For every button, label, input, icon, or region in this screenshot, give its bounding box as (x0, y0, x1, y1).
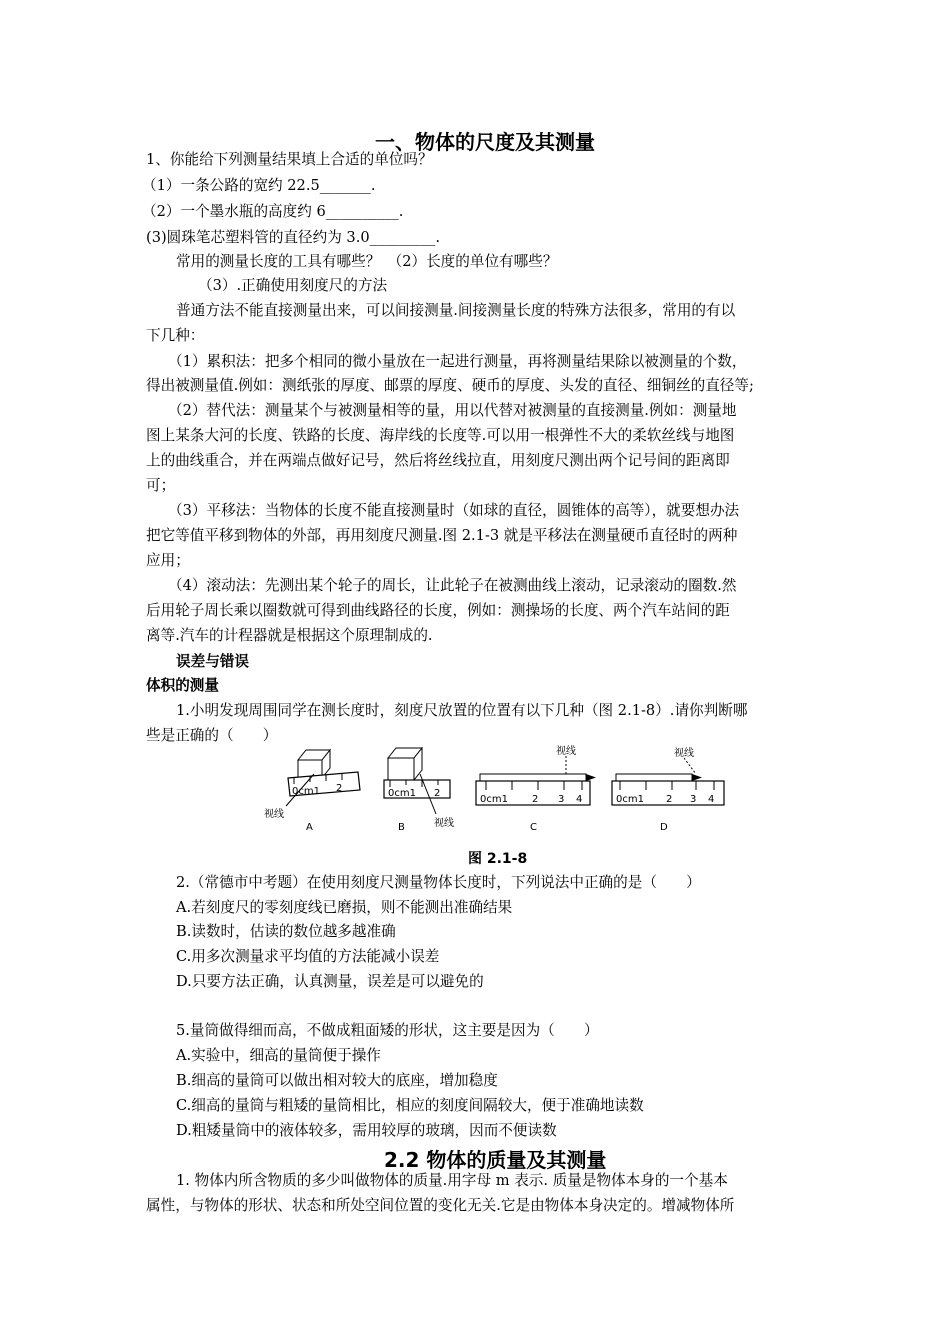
panel-d-tick-4: 4 (708, 794, 715, 805)
problem-5: 5.量筒做得细而高，不做成粗面矮的形状，这主要是因为（ ） (176, 1022, 599, 1039)
question-1: 1、你能给下列测量结果填上合适的单位吗？ (146, 151, 433, 168)
problem-2-option-b: B.读数时，估读的数位越多越准确 (176, 923, 396, 940)
panel-a-label: A (306, 822, 313, 833)
panel-c-tick-0cm1: 0cm1 (480, 794, 508, 805)
panel-d-tick-2: 2 (666, 794, 673, 805)
question-tools: 常用的测量长度的工具有哪些？ （2）长度的单位有哪些？ (176, 253, 558, 270)
problem-5-option-d: D.粗矮量筒中的液体较多，需用较厚的玻璃，因而不便读数 (176, 1122, 557, 1139)
problem-2-option-d: D.只要方法正确，认真测量，误差是可以避免的 (176, 973, 484, 990)
method-4-line-1: （4）滚动法：先测出某个轮子的周长，让此轮子在被测曲线上滚动，记录滚动的圈数.然 (168, 577, 737, 594)
question-1-item-3: (3)圆珠笔芯塑料管的直径约为 3.0_________. (146, 229, 440, 246)
panel-c-label: C (530, 822, 537, 833)
method-2-line-2: 图上某条大河的长度、铁路的长度、海岸线的长度等.可以用一根弹性不大的柔软丝线与地图 (146, 427, 735, 444)
problem-1-line-1: 1.小明发现周围同学在测长度时，刻度尺放置的位置有以下几种（图 2.1-8）.请你判断哪 (176, 702, 748, 719)
figure-panel-a (264, 750, 360, 833)
heading-volume: 体积的测量 (146, 677, 219, 694)
problem-5-option-a: A.实验中，细高的量筒便于操作 (176, 1047, 381, 1064)
mass-line-2: 属性，与物体的形状、状态和所处空间位置的变化无关.它是由物体本身决定的。增减物体所 (146, 1197, 735, 1214)
method-2-line-1: （2）替代法：测量某个与被测量相等的量，用以代替对被测量的直接测量.例如：测量地 (168, 402, 737, 419)
figure-panel-d (612, 746, 724, 833)
panel-c-tick-2: 2 (532, 794, 539, 805)
problem-2-option-a: A.若刻度尺的零刻度线已磨损，则不能测出准确结果 (176, 899, 513, 916)
panel-a-tick-2: 2 (336, 783, 343, 794)
panel-b-sight-label: 视线 (434, 818, 454, 829)
panel-b-label: B (398, 822, 405, 833)
figure-panel-b (384, 748, 454, 833)
method-3-line-1: （3）平移法：当物体的长度不能直接测量时（如球的直径，圆锥体的高等），就要想办法 (168, 502, 740, 519)
panel-b-tick-0cm1: 0cm1 (388, 788, 416, 799)
panel-d-label: D (660, 822, 668, 833)
method-4-line-3: 离等.汽车的计程器就是根据这个原理制成的. (146, 627, 433, 644)
panel-d-sight-label: 视线 (674, 748, 694, 759)
method-2-line-4: 可； (146, 477, 176, 494)
method-1-line-2: 得出被测量值.例如：测纸张的厚度、邮票的厚度、硬币的厚度、头发的直径、细铜丝的直径等; (146, 377, 754, 394)
method-2-line-3: 上的曲线重合，并在两端点做好记号，然后将丝线拉直，用刻度尺测出两个记号间的距离即 (146, 452, 730, 469)
question-ruler-usage: （3）.正确使用刻度尺的方法 (198, 277, 388, 294)
section-title-mass: 2.2 物体的质量及其测量 (384, 1148, 607, 1172)
problem-5-option-b: B.细高的量筒可以做出相对较大的底座，增加稳度 (176, 1072, 498, 1089)
problem-2-option-c: C.用多次测量求平均值的方法能减小误差 (176, 948, 440, 965)
question-1-item-2: （2）一个墨水瓶的高度约 6__________. (142, 203, 404, 220)
problem-5-option-c: C.细高的量筒与粗矮的量筒相比，相应的刻度间隔较大，便于准确地读数 (176, 1097, 644, 1114)
figure-caption: 图 2.1-8 (468, 851, 528, 867)
panel-d-tick-3: 3 (690, 794, 697, 805)
method-3-line-3: 应用； (146, 552, 190, 569)
panel-c-tick-3: 3 (558, 794, 565, 805)
intro-line-1: 普通方法不能直接测量出来，可以间接测量.间接测量长度的特殊方法很多，常用的有以 (176, 302, 736, 319)
panel-a-tick-0cm1: 0cm1 (292, 786, 320, 797)
mass-line-1: 1. 物体内所含物质的多少叫做物体的质量.用字母 m 表示. 质量是物体本身的一个基本 (176, 1172, 728, 1189)
panel-d-tick-0cm1: 0cm1 (616, 794, 644, 805)
section-title-length: 一、物体的尺度及其测量 (375, 130, 595, 154)
panel-c-sight-label: 视线 (556, 746, 576, 757)
figure-ruler-placements (250, 744, 730, 840)
panel-c-tick-4: 4 (576, 794, 583, 805)
method-3-line-2: 把它等值平移到物体的外部，再用刻度尺测量.图 2.1-3 就是平移法在测量硬币直径时的两种 (146, 527, 738, 544)
method-1-line-1: （1）累积法：把多个相同的微小量放在一起进行测量，再将测量结果除以被测量的个数， (168, 353, 747, 370)
heading-error: 误差与错误 (176, 653, 249, 670)
panel-b-tick-2: 2 (434, 788, 441, 799)
problem-2: 2.（常德市中考题）在使用刻度尺测量物体长度时，下列说法中正确的是（ ） (176, 874, 701, 891)
problem-1-line-2: 些是正确的（ ） (146, 727, 278, 744)
figure-panel-c (476, 744, 596, 833)
question-1-item-1: （1）一条公路的宽约 22.5_______. (142, 177, 376, 194)
panel-a-sight-label: 视线 (264, 809, 284, 820)
intro-line-2: 下几种： (146, 327, 205, 344)
method-4-line-2: 后用轮子周长乘以圈数就可得到曲线路径的长度，例如：测操场的长度、两个汽车站间的距 (146, 602, 730, 619)
